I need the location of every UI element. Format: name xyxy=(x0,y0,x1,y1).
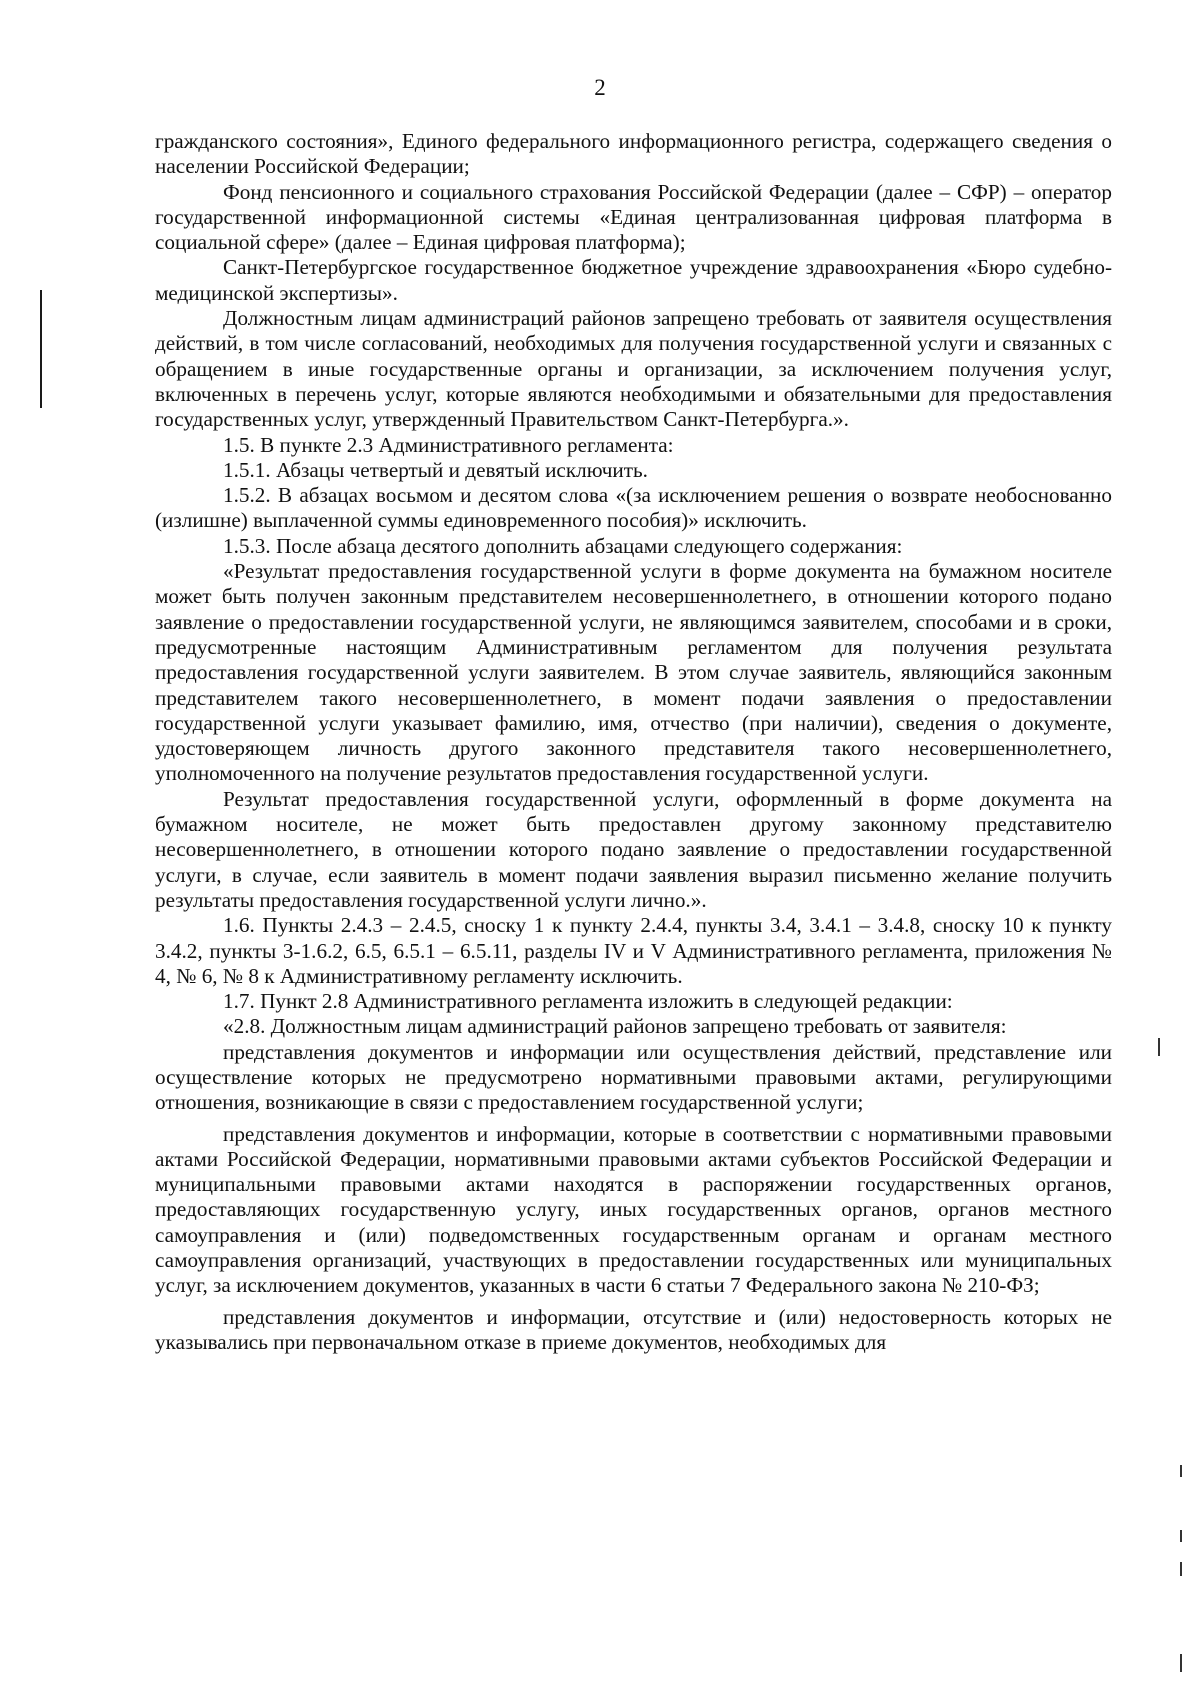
paragraph: 1.5.2. В абзацах восьмом и десятом слова «(за исключением решения о возврате необоснованно (излишне) выплаченной суммы единовременного пособия)» исключить. xyxy=(155,483,1112,533)
page-number: 2 xyxy=(594,75,606,100)
paragraph: 1.5.1. Абзацы четвертый и девятый исключить. xyxy=(223,457,648,482)
scan-mark xyxy=(1180,1562,1182,1576)
scan-mark xyxy=(1158,1038,1160,1056)
paragraph: Должностным лицам администраций районов запрещено требовать от заявителя осуществления действий, в том числе согласований, необходимых для получения государственной услуги и связанных с обращением в иные государственные органы и организации, за исключением получения услуг, включенных в перечень услуг, которые являются необходимыми и обязательными для предоставления государственных услуг, утвержденный Правительством Санкт-Петербурга.». xyxy=(155,306,1112,432)
scan-mark xyxy=(1180,1530,1182,1542)
document-body xyxy=(155,129,1112,1355)
paragraph: 1.5. В пункте 2.3 Административного регламента: xyxy=(223,432,674,457)
paragraph: 1.7. Пункт 2.8 Административного регламента изложить в следующей редакции: xyxy=(223,989,953,1014)
paragraph: «2.8. Должностным лицам администраций районов запрещено требовать от заявителя: xyxy=(223,1014,1007,1039)
scan-mark xyxy=(1180,1465,1182,1477)
scan-mark xyxy=(1180,1654,1182,1672)
paragraph: 1.5.3. После абзаца десятого дополнить абзацами следующего содержания: xyxy=(223,533,903,558)
paragraph: представления документов и информации, которые в соответствии с нормативными правовыми актами Российской Федерации, нормативными правовыми актами субъектов Российской Федерации и муниципальными правовыми актами находятся в распоряжении государственных органов, предоставляющих государственную услугу, иных государственных органов, органов местного самоуправления и (или) подведомственных государственным органам и органам местного самоуправления организаций, участвующих в предоставлении государственных или муниципальных услуг, за исключением документов, указанных в части 6 статьи 7 Федерального закона № 210-ФЗ; xyxy=(155,1121,1112,1298)
paragraph: представления документов и информации, отсутствие и (или) недостоверность которых не указывались при первоначальном отказе в приеме документов, необходимых для xyxy=(155,1304,1112,1354)
paragraph: Санкт-Петербургское государственное бюджетное учреждение здравоохранения «Бюро судебно-медицинской экспертизы». xyxy=(155,255,1112,305)
paragraph: Результат предоставления государственной услуги, оформленный в форме документа на бумажном носителе, не может быть предоставлен другому законному представителю несовершеннолетнего, в отношении которого подано заявление о предоставлении государственной услуги, в случае, если заявитель в момент подачи заявления выразил письменно желание получить результаты предоставления государственной услуги лично.». xyxy=(155,786,1112,912)
paragraph: представления документов и информации или осуществления действий, представление или осуществление которых не предусмотрено нормативными правовыми актами, регулирующими отношения, возникающие в связи с предоставлением государственной услуги; xyxy=(155,1039,1112,1115)
margin-line xyxy=(40,290,42,408)
paragraph: Фонд пенсионного и социального страхования Российской Федерации (далее – СФР) – оператор государственной информационной системы «Единая централизованная цифровая платформа в социальной сфере» (далее – Единая цифровая платформа); xyxy=(155,179,1112,255)
paragraph: 1.6. Пункты 2.4.3 – 2.4.5, сноску 1 к пункту 2.4.4, пункты 3.4, 3.4.1 – 3.4.8, сноску 10 к пункту 3.4.2, пункты 3-1.6.2, 6.5, 6.5.1 – 6.5.11, разделы IV и V Административного регламента, приложения № 4, № 6, № 8 к Административному регламенту исключить. xyxy=(155,913,1112,988)
paragraph: гражданского состояния», Единого федерального информационного регистра, содержащего сведения о населении Российской Федерации; xyxy=(155,129,1112,179)
paragraph: «Результат предоставления государственной услуги в форме документа на бумажном носителе может быть получен законным представителем несовершеннолетнего, в отношении которого подано заявление о предоставлении государственной услуги, не являющимся заявителем, способами и в сроки, предусмотренные настоящим Административным регламентом для получения результата предоставления государственной услуги заявителем. В этом случае заявитель, являющийся законным представителем такого несовершеннолетнего, в момент подачи заявления о предоставлении государственной услуги указывает фамилию, имя, отчество (при наличии), сведения о документе, удостоверяющем личность другого законного представителя такого несовершеннолетнего, уполномоченного на получение результатов предоставления государственной услуги. xyxy=(155,559,1112,786)
